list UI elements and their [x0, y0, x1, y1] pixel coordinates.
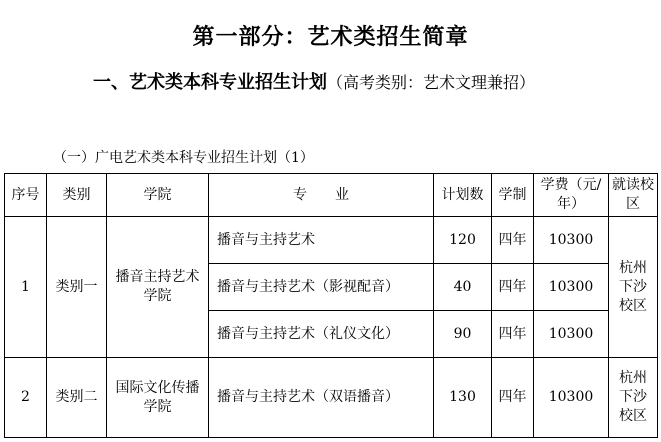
cell-category: 类别一: [47, 217, 107, 358]
cell-plan: 40: [434, 264, 492, 311]
cell-plan: 120: [434, 217, 492, 264]
cell-plan: 130: [434, 358, 492, 438]
subsection-title: （一）广电艺术类本科专业招生计划（1）: [53, 150, 314, 166]
table-row: [5, 217, 658, 264]
cell-fee: 10300: [534, 217, 609, 264]
cell-campus: 杭州下沙校区: [609, 358, 658, 438]
cell-major: 播音与主持艺术: [209, 217, 434, 264]
enrollment-plan-table: [4, 173, 658, 438]
header-college: 学院: [107, 174, 209, 217]
cell-college: 国际文化传播学院: [107, 358, 209, 438]
table-row: [5, 358, 658, 438]
cell-length: 四年: [492, 217, 534, 264]
cell-campus: 杭州下沙校区: [609, 217, 658, 358]
header-major: 专 业: [209, 174, 434, 217]
section-title-note: （高考类别：艺术文理兼招）: [327, 73, 536, 92]
cell-major: 播音与主持艺术（影视配音）: [209, 264, 434, 311]
header-category: 类别: [47, 174, 107, 217]
cell-length: 四年: [492, 264, 534, 311]
header-seq: 序号: [5, 174, 47, 217]
cell-seq: 1: [5, 217, 47, 358]
cell-fee: 10300: [534, 264, 609, 311]
cell-seq: 2: [5, 358, 47, 438]
cell-fee: 10300: [534, 358, 609, 438]
cell-length: 四年: [492, 311, 534, 358]
header-plan: 计划数: [434, 174, 492, 217]
header-fee: 学费（元/年）: [534, 174, 609, 217]
page-title: 第一部分：艺术类招生简章: [192, 25, 469, 50]
section-title: [93, 68, 535, 94]
header-length: 学制: [492, 174, 534, 217]
cell-plan: 90: [434, 311, 492, 358]
cell-major: 播音与主持艺术（双语播音）: [209, 358, 434, 438]
cell-fee: 10300: [534, 311, 609, 358]
cell-major: 播音与主持艺术（礼仪文化）: [209, 311, 434, 358]
cell-category: 类别二: [47, 358, 107, 438]
cell-college: 播音主持艺术学院: [107, 217, 209, 358]
table-header-row: [5, 174, 658, 217]
header-campus: 就读校区: [609, 174, 658, 217]
section-title-main: 一、艺术类本科专业招生计划: [93, 72, 327, 93]
cell-length: 四年: [492, 358, 534, 438]
